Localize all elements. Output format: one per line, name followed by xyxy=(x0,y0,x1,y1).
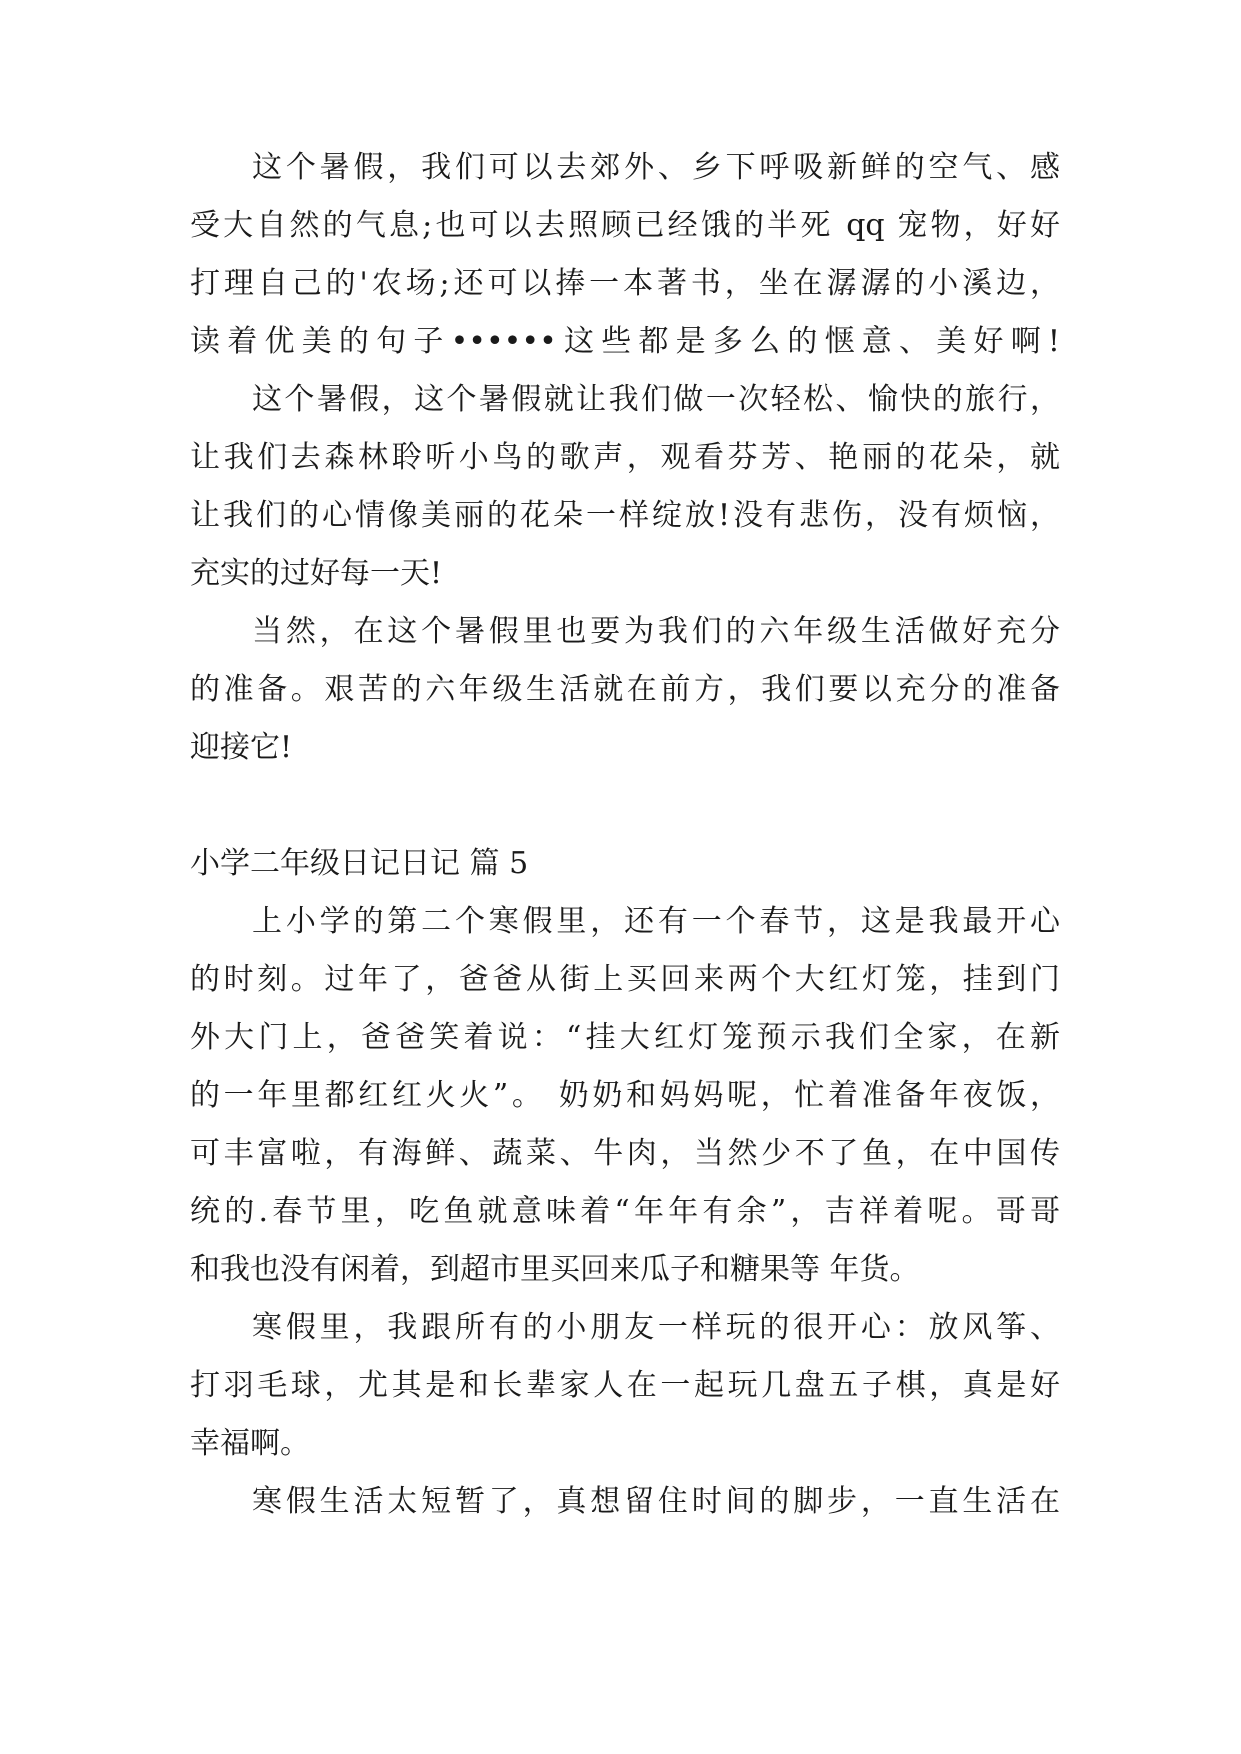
section-heading: 小学二年级日记日记 篇 5 xyxy=(190,846,529,881)
paragraph-line: 这个暑假，这个暑假就让我们做一次轻松、愉快的旅行， xyxy=(252,382,1060,417)
paragraph-line: 这个暑假，我们可以去郊外、乡下呼吸新鲜的空气、感 xyxy=(252,150,1060,185)
paragraph-line: 迎接它! xyxy=(190,730,293,765)
paragraph-line: 打羽毛球，尤其是和长辈家人在一起玩几盘五子棋，真是好 xyxy=(190,1368,1060,1403)
paragraph-line: 受大自然的气息;也可以去照顾已经饿的半死 qq 宠物，好好 xyxy=(190,208,1060,243)
paragraph-line: 让我们的心情像美丽的花朵一样绽放!没有悲伤，没有烦恼， xyxy=(190,498,1060,533)
paragraph-line: 幸福啊。 xyxy=(190,1426,310,1461)
paragraph-line: 的准备。艰苦的六年级生活就在前方，我们要以充分的准备 xyxy=(190,672,1060,707)
paragraph-line: 读着优美的句子••••••这些都是多么的惬意、美好啊! xyxy=(190,324,1060,359)
paragraph-line: 寒假里，我跟所有的小朋友一样玩的很开心：放风筝、 xyxy=(252,1310,1060,1345)
paragraph-line: 外大门上，爸爸笑着说：“挂大红灯笼预示我们全家，在新 xyxy=(190,1020,1060,1055)
paragraph-line: 的时刻。过年了，爸爸从街上买回来两个大红灯笼，挂到门 xyxy=(190,962,1060,997)
paragraph-line: 充实的过好每一天! xyxy=(190,556,443,591)
paragraph-line: 让我们去森林聆听小鸟的歌声，观看芬芳、艳丽的花朵，就 xyxy=(190,440,1060,475)
paragraph-line: 打理自己的'农场;还可以捧一本著书，坐在潺潺的小溪边， xyxy=(190,266,1060,301)
paragraph-line: 寒假生活太短暂了，真想留住时间的脚步，一直生活在 xyxy=(252,1484,1060,1519)
paragraph-line: 统的.春节里，吃鱼就意味着“年年有余”，吉祥着呢。哥哥 xyxy=(190,1194,1060,1229)
paragraph-line: 上小学的第二个寒假里，还有一个春节，这是我最开心 xyxy=(252,904,1060,939)
paragraph-line: 可丰富啦，有海鲜、蔬菜、牛肉，当然少不了鱼，在中国传 xyxy=(190,1136,1060,1171)
paragraph-line: 和我也没有闲着，到超市里买回来瓜子和糖果等 年货。 xyxy=(190,1252,920,1287)
paragraph-line: 当然，在这个暑假里也要为我们的六年级生活做好充分 xyxy=(252,614,1060,649)
paragraph-line: 的一年里都红红火火”。 奶奶和妈妈呢，忙着准备年夜饭， xyxy=(190,1078,1060,1113)
